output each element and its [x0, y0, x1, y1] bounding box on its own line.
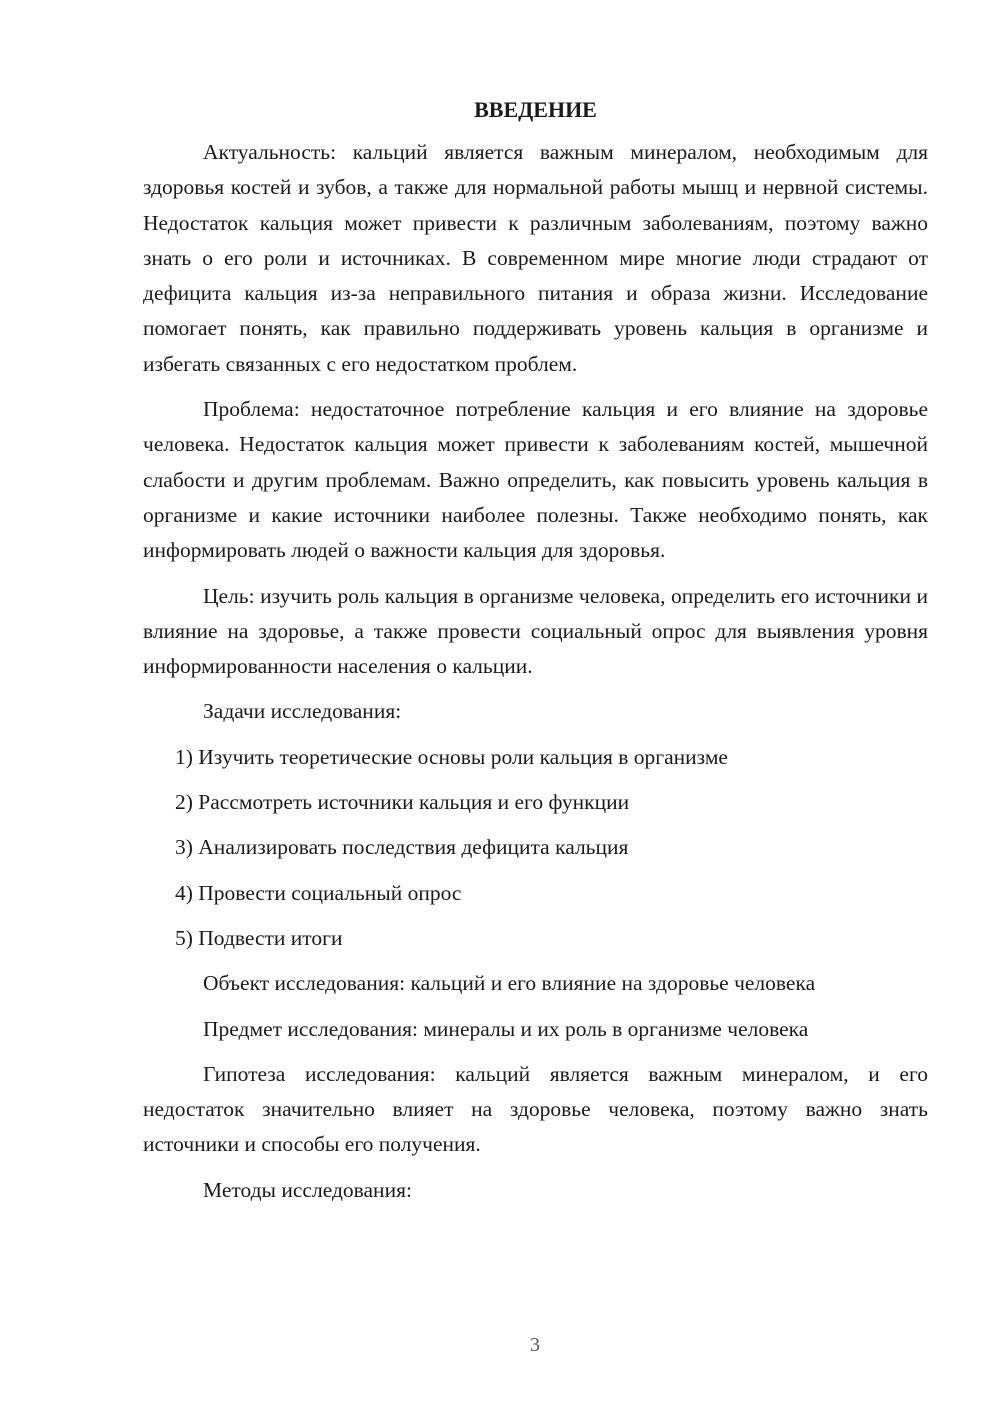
list-item: 2) Рассмотреть источники кальция и его функции: [175, 790, 630, 815]
page-number: 3: [530, 1334, 540, 1356]
list-item: 1) Изучить теоретические основы роли кальция в организме: [175, 744, 728, 769]
tasks-list: [143, 740, 928, 956]
relevance-paragraph: Актуальность: кальций является важным минералом, необходимым для здоровья костей и зубов, а также для нормальной работы мышц и нервной системы. Недостаток кальция может привести к различным заболеваниям, поэтому важно знать о его роли и источниках. В современном мире многие люди страдают от дефицита кальция из-за неправильного питания и образа жизни. Исследование помогает понять, как правильно поддерживать уровень кальция в организме и избегать связанных с его недостатком проблем.: [143, 140, 928, 376]
list-item: 4) Провести социальный опрос: [175, 880, 462, 905]
list-item: 3) Анализировать последствия дефицита кальция: [175, 835, 629, 860]
tasks-heading: Задачи исследования:: [203, 699, 402, 724]
document-page: [143, 96, 928, 1218]
problem-paragraph: Проблема: недостаточное потребление кальция и его влияние на здоровье человека. Недостаток кальция может привести к заболеваниям костей, мышечной слабости и другим проблемам. Важно определить, как повысить уровень кальция в организме и какие источники наиболее полезны. Также необходимо понять, как информировать людей о важности кальция для здоровья.: [143, 397, 928, 563]
hypothesis-paragraph: Гипотеза исследования: кальций является важным минералом, и его недостаток значительно влияет на здоровье человека, поэтому важно знать источники и способы его получения.: [143, 1061, 928, 1157]
subject-paragraph: Предмет исследования: минералы и их роль в организме человека: [203, 1016, 809, 1041]
section-title: ВВЕДЕНИЕ: [474, 97, 597, 122]
object-paragraph: Объект исследования: кальций и его влияние на здоровье человека: [203, 971, 816, 996]
list-item: 5) Подвести итоги: [175, 925, 343, 950]
methods-heading: Методы исследования:: [203, 1177, 412, 1202]
goal-paragraph: Цель: изучить роль кальция в организме человека, определить его источники и влияние на здоровье, а также провести социальный опрос для выявления уровня информированности населения о кальции.: [143, 583, 928, 679]
